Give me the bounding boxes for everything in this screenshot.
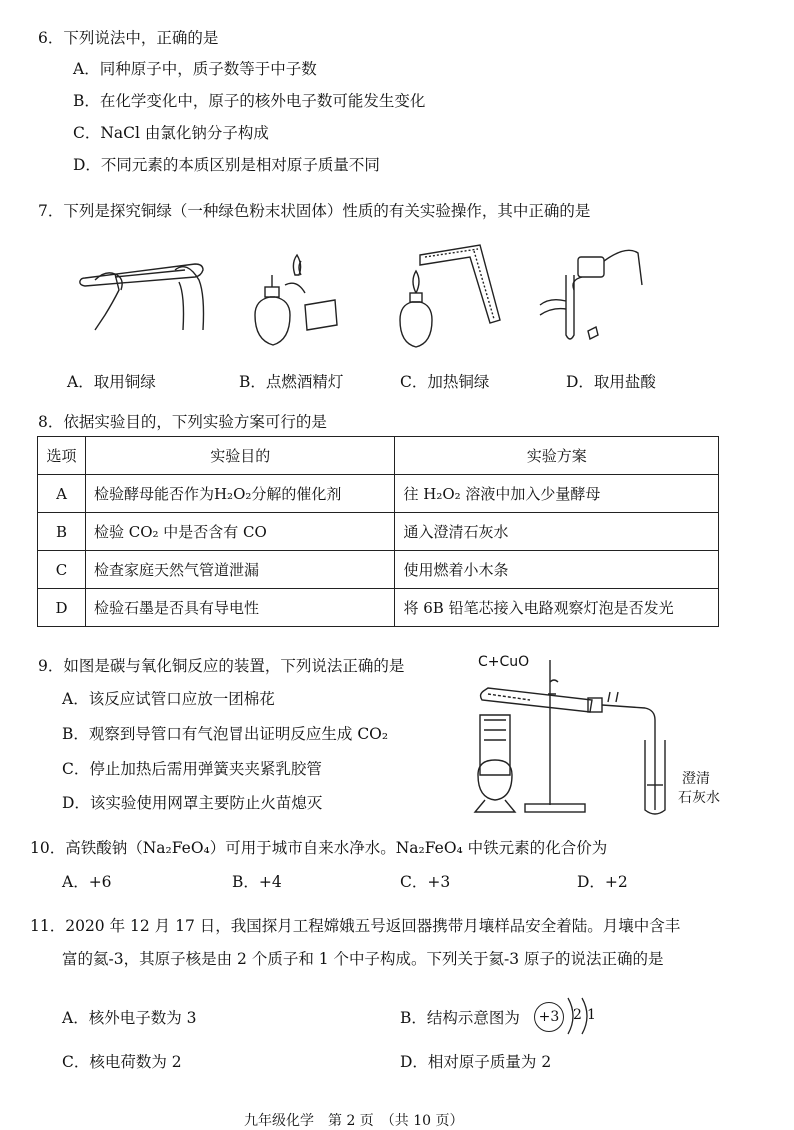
q10-stem: 10．高铁酸钠（Na₂FeO₄）可用于城市自来水净水。Na₂FeO₄ 中铁元素的化合价为 (30, 839, 608, 857)
electron-shell-arcs (530, 996, 610, 1036)
figure-take-acid (530, 235, 650, 355)
shell-2-electrons: 1 (587, 1007, 596, 1023)
table-header-row (38, 437, 719, 475)
figure-heat-powder (390, 235, 510, 355)
q7-stem: 7．下列是探究铜绿（一种绿色粉末状固体）性质的有关实验操作，其中正确的是 (38, 202, 591, 220)
experiment-table (37, 436, 719, 627)
page-footer: 九年级化学 第 2 页 （共 10 页） (244, 1113, 464, 1129)
q9-option-c: C．停止加热后需用弹簧夹夹紧乳胶管 (62, 760, 322, 778)
q7-caption-a: A．取用铜绿 (67, 373, 156, 391)
row-purpose: 检验酵母能否作为H₂O₂分解的催化剂 (85, 475, 395, 513)
row-option: B (38, 513, 86, 551)
q6-option-d: D．不同元素的本质区别是相对原子质量不同 (73, 156, 380, 174)
q6-option-c: C．NaCl 由氯化钠分子构成 (73, 124, 269, 142)
q11-stem-line1: 11．2020 年 12 月 17 日，我国探月工程嫦娥五号返回器携带月壤样品安全着陆。月壤中含丰 (30, 917, 681, 935)
table-row (38, 513, 719, 551)
row-purpose: 检验石墨是否具有导电性 (85, 589, 395, 627)
header-option: 选项 (38, 437, 86, 475)
q10-option-d: D．+2 (577, 873, 628, 891)
row-plan: 使用燃着小木条 (395, 551, 719, 589)
q11-option-c: C．核电荷数为 2 (62, 1053, 182, 1071)
header-plan: 实验方案 (395, 437, 719, 475)
q9-option-d: D．该实验使用网罩主要防止火苗熄灭 (62, 794, 323, 812)
figure-take-powder (75, 240, 215, 335)
q7-caption-b: B．点燃酒精灯 (239, 373, 344, 391)
q6-option-b: B．在化学变化中，原子的核外电子数可能发生变化 (73, 92, 426, 110)
q7-caption-d: D．取用盐酸 (566, 373, 656, 391)
header-purpose: 实验目的 (85, 437, 395, 475)
row-option: D (38, 589, 86, 627)
table-row (38, 589, 719, 627)
q9-option-a: A．该反应试管口应放一团棉花 (62, 690, 275, 708)
row-plan: 往 H₂O₂ 溶液中加入少量酵母 (395, 475, 719, 513)
row-option: C (38, 551, 86, 589)
row-option: A (38, 475, 86, 513)
q9-option-b: B．观察到导管口有气泡冒出证明反应生成 CO₂ (62, 725, 389, 743)
table-row (38, 551, 719, 589)
q10-option-b: B．+4 (232, 873, 282, 891)
row-purpose: 检验 CO₂ 中是否含有 CO (85, 513, 395, 551)
q6-stem: 6．下列说法中，正确的是 (38, 29, 219, 47)
q11-stem-line2: 富的氦-3，其原子核是由 2 个质子和 1 个中子构成。下列关于氦-3 原子的说法正确的是 (62, 950, 664, 968)
q11-option-d: D．相对原子质量为 2 (400, 1053, 552, 1071)
atom-structure-diagram (530, 996, 610, 1036)
q8-stem: 8．依据实验目的，下列实验方案可行的是 (38, 413, 327, 431)
table-row (38, 475, 719, 513)
figure-label-limewater-1: 澄清 (682, 771, 710, 787)
row-purpose: 检查家庭天然气管道泄漏 (85, 551, 395, 589)
row-plan: 通入澄清石灰水 (395, 513, 719, 551)
nucleus-circle: +3 (534, 1002, 564, 1032)
figure-light-lamp (245, 245, 345, 355)
q11-option-a: A．核外电子数为 3 (62, 1009, 197, 1027)
q11-option-b: B．结构示意图为 (400, 1009, 520, 1027)
figure-label-reactant: C+CuO (478, 654, 530, 670)
q10-option-a: A．+6 (62, 873, 112, 891)
shell-1-electrons: 2 (573, 1007, 582, 1023)
q7-caption-c: C．加热铜绿 (400, 373, 490, 391)
row-plan: 将 6B 铅笔芯接入电路观察灯泡是否发光 (395, 589, 719, 627)
figure-label-limewater-2: 石灰水 (678, 790, 720, 806)
q10-option-c: C．+3 (400, 873, 451, 891)
q9-stem: 9．如图是碳与氧化铜反应的装置，下列说法正确的是 (38, 657, 405, 675)
q6-option-a: A．同种原子中，质子数等于中子数 (73, 60, 317, 78)
